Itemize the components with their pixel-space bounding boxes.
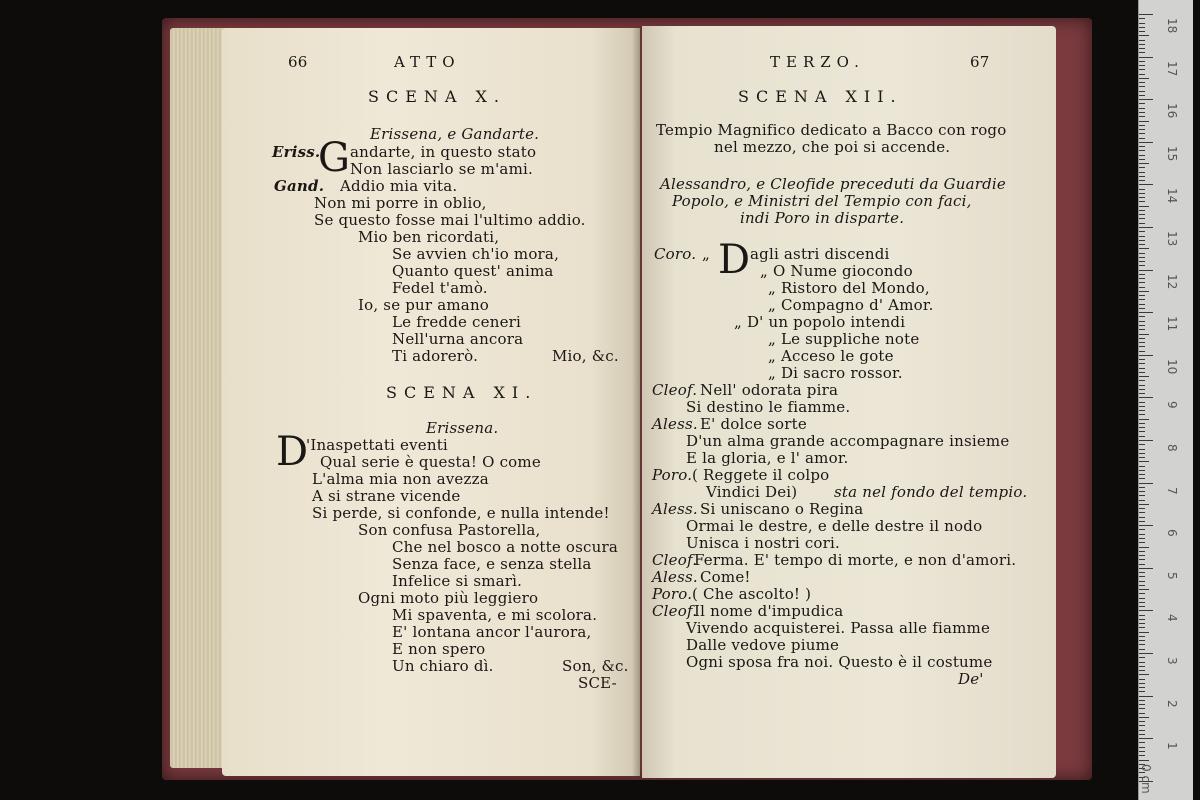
ruler-tick bbox=[1139, 555, 1145, 556]
ruler-tick bbox=[1139, 551, 1145, 552]
ruler-tick bbox=[1139, 18, 1145, 19]
verse-line: Ormai le destre, e delle destre il nodo bbox=[686, 517, 983, 535]
ruler-number: 13 bbox=[1165, 231, 1179, 247]
verse-line: andarte, in questo stato bbox=[350, 143, 537, 161]
ruler-tick bbox=[1139, 180, 1145, 181]
ruler-tick bbox=[1139, 644, 1145, 645]
verse-line: Ogni sposa fra noi. Questo è il costume bbox=[686, 653, 993, 671]
ruler-tick bbox=[1139, 627, 1145, 628]
verse-line: „ Acceso le gote bbox=[768, 347, 894, 365]
ruler-tick bbox=[1139, 372, 1145, 373]
ruler-tick bbox=[1139, 440, 1153, 441]
verse-line: Che nel bosco a notte oscura bbox=[392, 538, 619, 556]
ruler-tick bbox=[1139, 679, 1145, 680]
verse-line: Come! bbox=[700, 568, 751, 586]
ruler-tick bbox=[1139, 150, 1145, 151]
aria-reference: Mio, &c. bbox=[552, 347, 619, 365]
ruler-number: 15 bbox=[1165, 145, 1179, 162]
ruler-tick bbox=[1139, 316, 1145, 317]
ruler-tick bbox=[1139, 508, 1145, 509]
ruler-number: 9 bbox=[1165, 401, 1179, 410]
ruler-tick bbox=[1139, 470, 1145, 471]
ruler-tick bbox=[1139, 687, 1145, 688]
ruler-number: 4 bbox=[1165, 614, 1179, 623]
ruler-tick bbox=[1139, 57, 1153, 58]
verse-line: Si uniscano o Regina bbox=[700, 500, 864, 518]
ruler-tick bbox=[1139, 670, 1145, 671]
ruler-tick bbox=[1139, 82, 1145, 83]
ruler-tick bbox=[1139, 564, 1145, 565]
ruler-tick bbox=[1139, 517, 1145, 518]
ruler-number: 3 bbox=[1165, 657, 1179, 665]
ruler-tick bbox=[1139, 457, 1145, 458]
ruler-tick bbox=[1139, 342, 1145, 343]
ruler-tick bbox=[1139, 449, 1145, 450]
ruler-tick bbox=[1139, 500, 1145, 501]
verse-line: Il nome d'impudica bbox=[694, 602, 844, 620]
ruler-tick bbox=[1139, 61, 1145, 62]
drop-cap: G bbox=[318, 135, 350, 181]
scene-xi-characters: Erissena. bbox=[426, 419, 499, 437]
verse-line: „ Di sacro rossor. bbox=[768, 364, 903, 382]
verse-line: Unisca i nostri cori. bbox=[686, 534, 840, 552]
ruler-tick bbox=[1139, 163, 1149, 164]
ruler-tick bbox=[1139, 529, 1145, 530]
ruler-tick bbox=[1139, 78, 1149, 79]
speaker-label: Cleof. bbox=[652, 381, 698, 399]
ruler-tick bbox=[1139, 636, 1145, 637]
ruler-tick bbox=[1139, 738, 1153, 739]
right-running-head: TERZO. bbox=[770, 53, 865, 71]
ruler-tick bbox=[1139, 491, 1145, 492]
ruler-tick bbox=[1139, 402, 1145, 403]
ruler-tick bbox=[1139, 338, 1145, 339]
ruler-number: 17 bbox=[1165, 60, 1179, 76]
ruler-tick bbox=[1139, 559, 1145, 560]
ruler-tick bbox=[1139, 410, 1145, 411]
ruler-tick bbox=[1139, 662, 1145, 663]
verse-line: E non spero bbox=[392, 640, 486, 658]
ruler-tick bbox=[1139, 44, 1145, 45]
characters-line: Popolo, e Ministri del Tempio con faci, bbox=[672, 192, 972, 210]
verse-line: Non mi porre in oblio, bbox=[314, 194, 487, 212]
verse-line: Mio ben ricordati, bbox=[358, 228, 500, 246]
ruler-tick bbox=[1139, 295, 1145, 296]
ruler-tick bbox=[1139, 257, 1145, 258]
ruler-tick bbox=[1139, 649, 1145, 650]
catchword: De' bbox=[958, 670, 984, 688]
ruler-tick bbox=[1139, 14, 1153, 15]
measurement-ruler bbox=[1138, 0, 1193, 800]
ruler-tick bbox=[1139, 406, 1145, 407]
ruler-tick bbox=[1139, 359, 1145, 360]
ruler-tick bbox=[1139, 444, 1145, 445]
ruler-tick bbox=[1139, 674, 1149, 675]
ruler-tick bbox=[1139, 734, 1145, 735]
right-page-number: 67 bbox=[970, 53, 990, 71]
ruler-tick bbox=[1139, 155, 1145, 156]
verse-line: Nell'urna ancora bbox=[392, 330, 524, 348]
ruler-tick bbox=[1139, 227, 1153, 228]
ruler-tick bbox=[1139, 483, 1153, 484]
ruler-tick bbox=[1139, 240, 1145, 241]
ruler-tick bbox=[1139, 304, 1145, 305]
ruler-tick bbox=[1139, 112, 1145, 113]
verse-line: Si perde, si confonde, e nulla intende! bbox=[312, 504, 610, 522]
ruler-tick bbox=[1139, 99, 1153, 100]
ruler-tick bbox=[1139, 201, 1145, 202]
ruler-tick bbox=[1139, 431, 1145, 432]
ruler-tick bbox=[1139, 461, 1149, 462]
ruler-tick bbox=[1139, 312, 1153, 313]
ruler-number: 18 bbox=[1165, 18, 1179, 34]
ruler-tick bbox=[1139, 576, 1145, 577]
ruler-tick bbox=[1139, 308, 1145, 309]
ruler-tick bbox=[1139, 23, 1145, 24]
verse-line: „ D' un popolo intendi bbox=[734, 313, 906, 331]
ruler-tick bbox=[1139, 236, 1145, 237]
ruler-tick bbox=[1139, 287, 1145, 288]
speaker-label: Gand. bbox=[274, 177, 325, 195]
ruler-tick bbox=[1139, 436, 1145, 437]
ruler-tick bbox=[1139, 167, 1145, 168]
ruler-number: 16 bbox=[1165, 103, 1179, 119]
ruler-tick bbox=[1139, 525, 1153, 526]
verse-line: Infelice si smarì. bbox=[392, 572, 523, 590]
verse-line: Non lasciarlo se m'ami. bbox=[350, 160, 533, 178]
ruler-tick bbox=[1139, 427, 1145, 428]
verse-line: Dalle vedove piume bbox=[686, 636, 840, 654]
verse-line: „ Compagno d' Amor. bbox=[768, 296, 934, 314]
ruler-tick bbox=[1139, 31, 1145, 32]
ruler-tick bbox=[1139, 223, 1145, 224]
ruler-tick bbox=[1139, 414, 1145, 415]
ruler-tick bbox=[1139, 478, 1145, 479]
ruler-tick bbox=[1139, 210, 1145, 211]
ruler-tick bbox=[1139, 725, 1145, 726]
ruler-tick bbox=[1139, 206, 1149, 207]
ruler-tick bbox=[1139, 261, 1145, 262]
ruler-tick bbox=[1139, 632, 1149, 633]
verse-line: Vivendo acquisterei. Passa alle fiamme bbox=[686, 619, 991, 637]
speaker-label: Cleof. bbox=[652, 602, 698, 620]
ruler-tick bbox=[1139, 108, 1145, 109]
ruler-tick bbox=[1139, 572, 1145, 573]
ruler-tick bbox=[1139, 351, 1145, 352]
ruler-tick bbox=[1139, 121, 1149, 122]
ruler-tick bbox=[1139, 299, 1145, 300]
ruler-tick bbox=[1139, 700, 1145, 701]
ruler-tick bbox=[1139, 389, 1145, 390]
ruler-tick bbox=[1139, 35, 1149, 36]
ruler-tick bbox=[1139, 487, 1145, 488]
ruler-tick bbox=[1139, 172, 1145, 173]
ruler-tick bbox=[1139, 466, 1145, 467]
verse-line: agli astri discendi bbox=[750, 245, 890, 263]
aria-reference: Son, &c. bbox=[562, 657, 629, 675]
verse-line: Qual serie è questa! O come bbox=[320, 453, 541, 471]
stage-setting: Tempio Magnifico dedicato a Bacco con rogo bbox=[656, 121, 1007, 139]
ruler-tick bbox=[1139, 346, 1145, 347]
verse-line: E' lontana ancor l'aurora, bbox=[392, 623, 592, 641]
ruler-tick bbox=[1139, 142, 1153, 143]
ruler-tick bbox=[1139, 495, 1145, 496]
left-page bbox=[222, 28, 640, 776]
quote-mark: „ bbox=[702, 245, 710, 263]
ruler-tick bbox=[1139, 538, 1145, 539]
verse-line: Un chiaro dì. bbox=[392, 657, 494, 675]
ruler-tick bbox=[1139, 691, 1145, 692]
ruler-tick bbox=[1139, 606, 1145, 607]
ruler-tick bbox=[1139, 248, 1149, 249]
ruler-tick bbox=[1139, 730, 1145, 731]
speaker-label: Cleof. bbox=[652, 551, 698, 569]
ruler-tick bbox=[1139, 717, 1149, 718]
ruler-number: 10 bbox=[1165, 358, 1179, 375]
ruler-tick bbox=[1139, 193, 1145, 194]
ruler-tick bbox=[1139, 696, 1153, 697]
ruler-tick bbox=[1139, 189, 1145, 190]
ruler-tick bbox=[1139, 619, 1145, 620]
ruler-tick bbox=[1139, 65, 1145, 66]
ruler-tick bbox=[1139, 74, 1145, 75]
ruler-unit-label: 0 cm bbox=[1139, 764, 1153, 794]
drop-cap: D bbox=[718, 237, 751, 283]
catchword: SCE- bbox=[578, 674, 617, 692]
ruler-tick bbox=[1139, 542, 1145, 543]
ruler-tick bbox=[1139, 657, 1145, 658]
ruler-tick bbox=[1139, 52, 1145, 53]
left-running-head: ATTO bbox=[394, 53, 461, 71]
scene-x-title: SCENA X. bbox=[368, 87, 506, 106]
ruler-tick bbox=[1139, 474, 1145, 475]
ruler-tick bbox=[1139, 598, 1145, 599]
ruler-tick bbox=[1139, 138, 1145, 139]
speaker-label: Eriss. bbox=[272, 143, 321, 161]
ruler-tick bbox=[1139, 581, 1145, 582]
ruler-tick bbox=[1139, 125, 1145, 126]
ruler-tick bbox=[1139, 278, 1145, 279]
verse-line: Fedel t'amò. bbox=[392, 279, 488, 297]
verse-line: A si strane vicende bbox=[312, 487, 461, 505]
ruler-tick bbox=[1139, 321, 1145, 322]
page-edges bbox=[170, 28, 230, 768]
ruler-tick bbox=[1139, 40, 1145, 41]
verse-line: E' dolce sorte bbox=[700, 415, 807, 433]
ruler-tick bbox=[1139, 133, 1145, 134]
ruler-tick bbox=[1139, 244, 1145, 245]
left-page-number: 66 bbox=[288, 53, 308, 71]
verse-line: Ti adorerò. bbox=[392, 347, 479, 365]
ruler-tick bbox=[1139, 197, 1145, 198]
ruler-tick bbox=[1139, 86, 1145, 87]
ruler-tick bbox=[1139, 355, 1153, 356]
ruler-tick bbox=[1139, 653, 1153, 654]
ruler-tick bbox=[1139, 253, 1145, 254]
verse-line: „ Ristoro del Mondo, bbox=[768, 279, 930, 297]
ruler-tick bbox=[1139, 380, 1145, 381]
speaker-label: Aless. bbox=[652, 500, 698, 518]
ruler-number: 1 bbox=[1165, 742, 1179, 750]
ruler-number: 2 bbox=[1165, 699, 1179, 708]
stage-direction: sta nel fondo del tempio. bbox=[834, 483, 1028, 501]
ruler-number: 5 bbox=[1165, 571, 1179, 580]
ruler-tick bbox=[1139, 214, 1145, 215]
ruler-tick bbox=[1139, 704, 1145, 705]
verse-line: Io, se pur amano bbox=[358, 296, 490, 314]
verse-line: ( Che ascolto! ) bbox=[692, 585, 812, 603]
ruler-tick bbox=[1139, 103, 1145, 104]
ruler-tick bbox=[1139, 640, 1145, 641]
verse-line: Quanto quest' anima bbox=[392, 262, 554, 280]
stage-setting: nel mezzo, che poi si accende. bbox=[714, 138, 951, 156]
ruler-tick bbox=[1139, 393, 1145, 394]
ruler-tick bbox=[1139, 623, 1145, 624]
ruler-tick bbox=[1139, 265, 1145, 266]
ruler-tick bbox=[1139, 760, 1149, 761]
ruler-tick bbox=[1139, 593, 1145, 594]
scene-x-characters: Erissena, e Gandarte. bbox=[370, 125, 540, 143]
ruler-tick bbox=[1139, 146, 1145, 147]
ruler-tick bbox=[1139, 742, 1145, 743]
ruler-tick bbox=[1139, 69, 1145, 70]
ruler-number: 6 bbox=[1165, 529, 1179, 537]
ruler-tick bbox=[1139, 602, 1145, 603]
verse-line: Mi spaventa, e mi scolora. bbox=[392, 606, 598, 624]
ruler-number: 14 bbox=[1165, 188, 1179, 204]
ruler-tick bbox=[1139, 48, 1145, 49]
ruler-number: 12 bbox=[1165, 273, 1179, 289]
ruler-tick bbox=[1139, 329, 1145, 330]
scene-xii-title: SCENA XII. bbox=[738, 87, 903, 106]
speaker-label: Aless. bbox=[652, 568, 698, 586]
ruler-tick bbox=[1139, 91, 1145, 92]
verse-line: Ferma. E' tempo di morte, e non d'amori. bbox=[694, 551, 1017, 569]
ruler-tick bbox=[1139, 368, 1145, 369]
ruler-tick bbox=[1139, 585, 1145, 586]
right-page bbox=[642, 26, 1056, 778]
ruler-tick bbox=[1139, 708, 1145, 709]
verse-line: „ O Nume giocondo bbox=[760, 262, 913, 280]
ruler-tick bbox=[1139, 751, 1145, 752]
verse-line: D'un alma grande accompagnare insieme bbox=[686, 432, 1010, 450]
verse-line: Le fredde ceneri bbox=[392, 313, 522, 331]
verse-line: ( Reggete il colpo bbox=[692, 466, 830, 484]
ruler-tick bbox=[1139, 176, 1145, 177]
ruler-tick bbox=[1139, 397, 1153, 398]
ruler-tick bbox=[1139, 547, 1149, 548]
ruler-tick bbox=[1139, 615, 1145, 616]
verse-line: Ogni moto più leggiero bbox=[358, 589, 539, 607]
ruler-tick bbox=[1139, 291, 1149, 292]
verse-line: Si destino le fiamme. bbox=[686, 398, 851, 416]
ruler-tick bbox=[1139, 453, 1145, 454]
scene-xi-title: SCENA XI. bbox=[386, 383, 538, 402]
verse-line: Son confusa Pastorella, bbox=[358, 521, 541, 539]
verse-line: Nell' odorata pira bbox=[700, 381, 839, 399]
verse-line: 'Inaspettati eventi bbox=[306, 436, 448, 454]
ruler-tick bbox=[1139, 282, 1145, 283]
ruler-number: 11 bbox=[1165, 316, 1179, 332]
speaker-label: Coro. bbox=[654, 245, 697, 263]
verse-line: Vindici Dei) bbox=[706, 483, 798, 501]
ruler-tick bbox=[1139, 521, 1145, 522]
ruler-tick bbox=[1139, 713, 1145, 714]
ruler-tick bbox=[1139, 423, 1145, 424]
drop-cap: D bbox=[276, 429, 309, 475]
ruler-tick bbox=[1139, 610, 1153, 611]
ruler-tick bbox=[1139, 116, 1145, 117]
verse-line: E la gloria, e l' amor. bbox=[686, 449, 849, 467]
verse-line: „ Le suppliche note bbox=[768, 330, 920, 348]
verse-line: Se questo fosse mai l'ultimo addio. bbox=[314, 211, 586, 229]
verse-line: L'alma mia non avezza bbox=[312, 470, 489, 488]
ruler-tick bbox=[1139, 231, 1145, 232]
ruler-tick bbox=[1139, 385, 1145, 386]
ruler-tick bbox=[1139, 747, 1145, 748]
ruler-tick bbox=[1139, 27, 1145, 28]
ruler-tick bbox=[1139, 534, 1145, 535]
speaker-label: Poro. bbox=[652, 466, 693, 484]
ruler-tick bbox=[1139, 159, 1145, 160]
ruler-tick bbox=[1139, 683, 1145, 684]
ruler-tick bbox=[1139, 589, 1149, 590]
speaker-label: Aless. bbox=[652, 415, 698, 433]
ruler-tick bbox=[1139, 512, 1145, 513]
ruler-tick bbox=[1139, 95, 1145, 96]
ruler-tick bbox=[1139, 363, 1145, 364]
characters-line: Alessandro, e Cleofide preceduti da Guardie bbox=[660, 175, 1006, 193]
ruler-tick bbox=[1139, 184, 1153, 185]
ruler-number: 8 bbox=[1165, 444, 1179, 452]
ruler-tick bbox=[1139, 218, 1145, 219]
verse-line: Se avvien ch'io mora, bbox=[392, 245, 560, 263]
verse-line: Addio mia vita. bbox=[340, 177, 458, 195]
ruler-tick bbox=[1139, 504, 1149, 505]
ruler-tick bbox=[1139, 325, 1145, 326]
ruler-tick bbox=[1139, 270, 1153, 271]
ruler-tick bbox=[1139, 129, 1145, 130]
ruler-tick bbox=[1139, 376, 1149, 377]
ruler-tick bbox=[1139, 334, 1149, 335]
characters-line: indi Poro in disparte. bbox=[740, 209, 905, 227]
ruler-number: 7 bbox=[1165, 486, 1179, 495]
speaker-label: Poro. bbox=[652, 585, 693, 603]
ruler-tick bbox=[1139, 755, 1145, 756]
ruler-tick bbox=[1139, 721, 1145, 722]
ruler-tick bbox=[1139, 568, 1153, 569]
ruler-tick bbox=[1139, 274, 1145, 275]
ruler-tick bbox=[1139, 666, 1145, 667]
ruler-tick bbox=[1139, 419, 1149, 420]
verse-line: Senza face, e senza stella bbox=[392, 555, 592, 573]
